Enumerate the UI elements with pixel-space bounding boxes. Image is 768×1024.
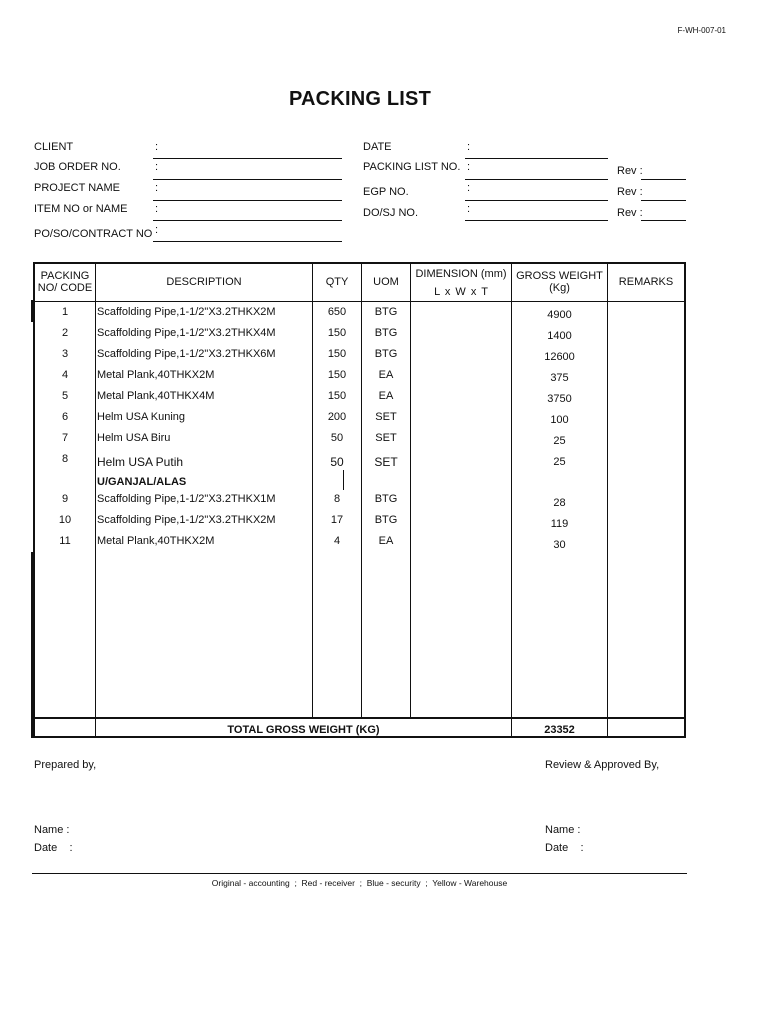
- rev-label: Rev :: [617, 207, 643, 219]
- colon: :: [467, 182, 471, 194]
- row-description: Scaffolding Pipe,1-1/2"X3.2THKX6M: [97, 348, 276, 360]
- row-weight: 4900: [547, 309, 572, 321]
- item-no-label: ITEM NO or NAME: [34, 203, 128, 215]
- row-weight: 25: [553, 456, 566, 468]
- row-weight: 1400: [547, 330, 572, 342]
- col-header-dimension-sub: L x W x T: [434, 286, 488, 298]
- row-weight: 100: [550, 414, 569, 426]
- row-description: Scaffolding Pipe,1-1/2"X3.2THKX4M: [97, 327, 276, 339]
- column-divider: [607, 264, 608, 738]
- margin-mark: [31, 300, 33, 322]
- row-no: 3: [61, 348, 69, 360]
- row-description: Helm USA Kuning: [97, 411, 186, 423]
- header-divider: [35, 301, 684, 302]
- packing-table: [33, 262, 686, 738]
- job-order-field[interactable]: [153, 179, 342, 180]
- colon: :: [155, 224, 159, 236]
- colon: :: [155, 141, 159, 153]
- do-sj-no-field[interactable]: [465, 220, 608, 221]
- po-so-contract-field[interactable]: [153, 241, 342, 242]
- row-uom: SET: [375, 432, 397, 444]
- row-description: Metal Plank,40THKX2M: [97, 369, 215, 381]
- rev-field[interactable]: [641, 179, 686, 180]
- row-weight: 375: [550, 372, 569, 384]
- row-qty: 17: [330, 514, 344, 526]
- do-sj-no-label: DO/SJ NO.: [363, 207, 419, 219]
- row-description: Scaffolding Pipe,1-1/2"X3.2THKX1M: [97, 493, 276, 505]
- date-label: DATE: [363, 141, 392, 153]
- row-qty: 150: [327, 390, 347, 402]
- column-divider: [95, 264, 96, 738]
- group-label: U/GANJAL/ALAS: [97, 476, 187, 488]
- date-field[interactable]: [465, 158, 608, 159]
- row-no: 10: [58, 514, 72, 526]
- row-uom: EA: [378, 535, 394, 547]
- rev-label: Rev :: [617, 186, 643, 198]
- rev-field[interactable]: [641, 200, 686, 201]
- page-title: PACKING LIST: [288, 88, 432, 110]
- row-no: 4: [61, 369, 69, 381]
- colon: :: [467, 203, 471, 215]
- row-uom: BTG: [374, 514, 398, 526]
- row-weight: 3750: [547, 393, 572, 405]
- col-header-packing-no: PACKING NO/ CODE: [37, 270, 93, 294]
- item-no-field[interactable]: [153, 220, 342, 221]
- row-uom: BTG: [374, 306, 398, 318]
- preparer-name-label: Name :: [34, 824, 70, 836]
- reviewer-name-label: Name :: [545, 824, 581, 836]
- rev-field[interactable]: [641, 220, 686, 221]
- row-description: Scaffolding Pipe,1-1/2"X3.2THKX2M: [97, 514, 276, 526]
- row-uom: SET: [375, 411, 397, 423]
- row-no: 2: [61, 327, 69, 339]
- row-description: Metal Plank,40THKX4M: [97, 390, 215, 402]
- job-order-label: JOB ORDER NO.: [34, 161, 121, 173]
- row-description: Scaffolding Pipe,1-1/2"X3.2THKX2M: [97, 306, 276, 318]
- row-description: Helm USA Putih: [97, 455, 184, 469]
- col-header-gross-weight: GROSS WEIGHT (Kg): [516, 270, 603, 294]
- row-qty: 650: [327, 306, 347, 318]
- column-divider: [410, 264, 411, 717]
- row-uom: EA: [378, 390, 394, 402]
- preparer-date-label: Date :: [34, 842, 73, 854]
- packing-list-no-field[interactable]: [465, 179, 608, 180]
- row-uom: BTG: [374, 327, 398, 339]
- reviewed-by-label: Review & Approved By,: [545, 759, 660, 771]
- prepared-by-label: Prepared by,: [34, 759, 97, 771]
- row-no: 7: [61, 432, 69, 444]
- colon: :: [155, 182, 159, 194]
- copy-distribution-note: Original - accounting ; Red - receiver ; Blue - security ; Yellow - Warehouse: [211, 878, 508, 888]
- col-header-dimension: DIMENSION (mm): [415, 268, 507, 280]
- total-gross-weight-value: 23352: [544, 724, 575, 736]
- row-weight: 25: [553, 435, 566, 447]
- col-header-description: DESCRIPTION: [166, 276, 242, 288]
- row-weight: 28: [553, 497, 566, 509]
- row-weight: 119: [550, 518, 569, 530]
- row-qty: 50: [330, 455, 344, 469]
- total-divider: [35, 717, 684, 719]
- colon: :: [155, 161, 159, 173]
- colon: :: [467, 141, 471, 153]
- colon: :: [155, 203, 159, 215]
- stray-mark: [343, 470, 344, 490]
- row-no: 5: [61, 390, 69, 402]
- project-name-label: PROJECT NAME: [34, 182, 120, 194]
- footer-divider: [32, 873, 687, 874]
- colon: :: [467, 161, 471, 173]
- row-qty: 8: [333, 493, 341, 505]
- row-uom: BTG: [374, 348, 398, 360]
- col-header-uom: UOM: [373, 276, 399, 288]
- col-header-remarks: REMARKS: [618, 276, 674, 288]
- row-uom: BTG: [374, 493, 398, 505]
- row-no: 8: [61, 453, 69, 465]
- row-qty: 4: [333, 535, 341, 547]
- client-label: CLIENT: [34, 141, 74, 153]
- egp-no-field[interactable]: [465, 200, 608, 201]
- client-field[interactable]: [153, 158, 342, 159]
- row-no: 9: [61, 493, 69, 505]
- egp-no-label: EGP NO.: [363, 186, 409, 198]
- row-qty: 150: [327, 327, 347, 339]
- margin-mark: [31, 552, 33, 738]
- row-no: 11: [59, 535, 71, 547]
- row-no: 6: [61, 411, 69, 423]
- form-code: F-WH-007-01: [677, 26, 726, 35]
- packing-list-no-label: PACKING LIST NO.: [363, 161, 461, 173]
- po-so-contract-label: PO/SO/CONTRACT NO: [34, 228, 153, 240]
- row-uom: EA: [378, 369, 394, 381]
- row-qty: 150: [327, 369, 347, 381]
- row-uom: SET: [374, 455, 398, 469]
- col-header-qty: QTY: [325, 276, 349, 288]
- reviewer-date-label: Date :: [545, 842, 584, 854]
- row-no: 1: [61, 306, 69, 318]
- project-name-field[interactable]: [153, 200, 342, 201]
- row-weight: 12600: [544, 351, 575, 363]
- total-gross-weight-label: TOTAL GROSS WEIGHT (KG): [227, 724, 380, 736]
- row-qty: 150: [327, 348, 347, 360]
- row-description: Metal Plank,40THKX2M: [97, 535, 215, 547]
- row-qty: 200: [327, 411, 347, 423]
- rev-label: Rev :: [617, 165, 643, 177]
- row-description: Helm USA Biru: [97, 432, 171, 444]
- row-weight: 30: [553, 539, 566, 551]
- row-qty: 50: [330, 432, 344, 444]
